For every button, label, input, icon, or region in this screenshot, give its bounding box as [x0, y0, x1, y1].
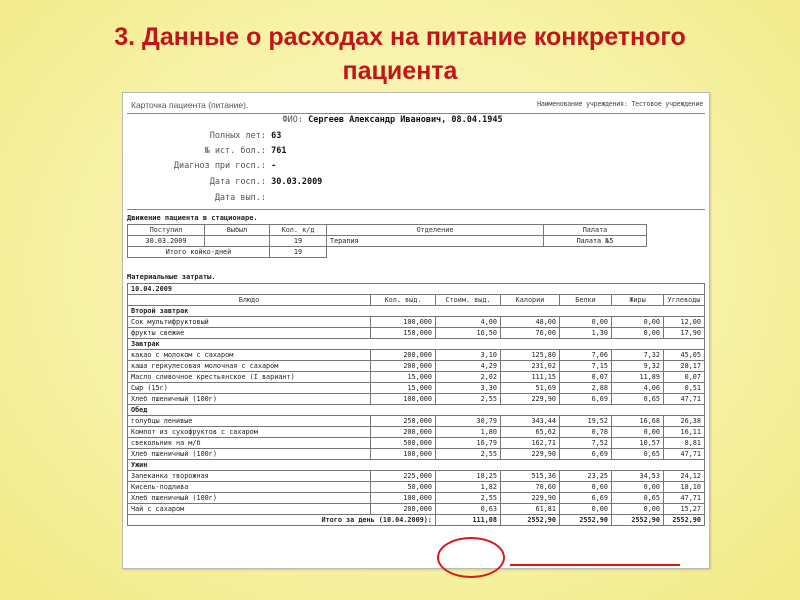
- col-header: Палата: [544, 225, 647, 236]
- cell: 0,51: [664, 383, 705, 394]
- table-row: [128, 449, 705, 460]
- total-cost: 111,08: [436, 515, 501, 526]
- institution-name: Наименование учреждения: Тестовое учреждение: [537, 100, 703, 108]
- cell: Масло сливочное крестьянское (I вариант): [128, 372, 371, 383]
- meal-group-row: [128, 306, 705, 317]
- divider: [127, 209, 705, 210]
- cell: 70,60: [501, 482, 560, 493]
- slide-title-line1: 3. Данные о расходах на питание конкретного: [114, 23, 686, 51]
- total-calories: 2552,90: [501, 515, 560, 526]
- cell: 15,27: [664, 504, 705, 515]
- cell: 17,90: [664, 328, 705, 339]
- movement-header-row: [128, 225, 647, 236]
- cell: 47,71: [664, 449, 705, 460]
- cell: 4,29: [436, 361, 501, 372]
- cell: 0,00: [612, 482, 664, 493]
- total-fats: 2552,90: [612, 515, 664, 526]
- field-history-number: [131, 146, 286, 156]
- cell: 28,17: [664, 361, 705, 372]
- field-discharge-date: [131, 193, 266, 203]
- fio-label: ФИО:: [282, 115, 303, 125]
- cell: 26,38: [664, 416, 705, 427]
- cell: 19: [270, 247, 327, 258]
- cell: Хлеб пшеничный (100г): [128, 493, 371, 504]
- col-header: Поступил: [128, 225, 205, 236]
- table-row: [128, 493, 705, 504]
- cell: 0,78: [560, 427, 612, 438]
- cell: 0,00: [612, 504, 664, 515]
- cell: 6,69: [560, 449, 612, 460]
- cell: 15,000: [371, 383, 436, 394]
- cell: каша геркулесовая молочная с сахаром: [128, 361, 371, 372]
- cell: Компот из сухофруктов с сахаром: [128, 427, 371, 438]
- cell: Кисель-подлива: [128, 482, 371, 493]
- col-header: Калории: [501, 295, 560, 306]
- hosp-date-value: 30.03.2009: [271, 177, 323, 187]
- table-row: [128, 504, 705, 515]
- table-row: [128, 328, 705, 339]
- cell: 1,30: [560, 328, 612, 339]
- cell: 30.03.2009: [128, 236, 205, 247]
- col-header: Жиры: [612, 295, 664, 306]
- col-header: Кол. к/д: [270, 225, 327, 236]
- cell: 100,000: [371, 394, 436, 405]
- cell: 3,30: [436, 383, 501, 394]
- total-cost-highlight-ellipse: [437, 537, 505, 578]
- cell: 4,00: [436, 317, 501, 328]
- daily-total-row: [128, 515, 705, 526]
- cell: 200,000: [371, 361, 436, 372]
- cell: Терапия: [327, 236, 544, 247]
- cell: Чай с сахаром: [128, 504, 371, 515]
- cell: 3,10: [436, 350, 501, 361]
- cell: 51,69: [501, 383, 560, 394]
- totals-underline: [510, 564, 680, 566]
- cell: 100,000: [371, 449, 436, 460]
- field-hosp-date: [131, 177, 322, 187]
- cell: 16,79: [436, 438, 501, 449]
- materials-date-row: [128, 284, 705, 295]
- cell: 47,71: [664, 493, 705, 504]
- meal-group-name: Обед: [128, 405, 705, 416]
- cell: 515,36: [501, 471, 560, 482]
- meal-group-row: [128, 339, 705, 350]
- cell: 0,00: [560, 504, 612, 515]
- cell: 0,00: [560, 317, 612, 328]
- history-label: № ист. бол.:: [204, 146, 266, 156]
- cell: 61,81: [501, 504, 560, 515]
- cell: 2,55: [436, 493, 501, 504]
- cell: [205, 236, 270, 247]
- cell: 50,000: [371, 482, 436, 493]
- cell: 200,000: [371, 427, 436, 438]
- cell: 30,79: [436, 416, 501, 427]
- cell: 0,07: [560, 372, 612, 383]
- col-header: Блюдо: [128, 295, 371, 306]
- cell: голубцы ленивые: [128, 416, 371, 427]
- col-header: Кол. выд.: [371, 295, 436, 306]
- field-fio: [131, 115, 503, 125]
- cell: 100,000: [371, 317, 436, 328]
- cell: Итого койко-дней: [128, 247, 270, 258]
- daily-total-label: Итого за день (10.04.2009):: [128, 515, 436, 526]
- cell: 200,000: [371, 504, 436, 515]
- cell: 229,90: [501, 449, 560, 460]
- cell: 7,15: [560, 361, 612, 372]
- cell: 12,00: [664, 317, 705, 328]
- cell: 2,02: [436, 372, 501, 383]
- table-row: [128, 317, 705, 328]
- cell: 8,81: [664, 438, 705, 449]
- table-row: [128, 372, 705, 383]
- cell: 100,000: [371, 493, 436, 504]
- cell: 231,02: [501, 361, 560, 372]
- slide-title: [0, 20, 800, 88]
- cell: 2,55: [436, 449, 501, 460]
- cell: 250,000: [371, 416, 436, 427]
- divider: [127, 113, 705, 114]
- cell: 18,10: [664, 482, 705, 493]
- meal-group-name: Ужин: [128, 460, 705, 471]
- cell: 0,65: [612, 449, 664, 460]
- cell: 0,65: [612, 394, 664, 405]
- cell: 11,89: [612, 372, 664, 383]
- cell: Запеканка творожная: [128, 471, 371, 482]
- col-header: Выбыл: [205, 225, 270, 236]
- cell: 7,06: [560, 350, 612, 361]
- cell: 125,80: [501, 350, 560, 361]
- cell: 0,07: [664, 372, 705, 383]
- cell: 500,000: [371, 438, 436, 449]
- slide-title-line2: пациента: [342, 57, 458, 85]
- field-diagnosis: [131, 161, 276, 171]
- cell: 6,69: [560, 394, 612, 405]
- cell: 34,53: [612, 471, 664, 482]
- table-row: [128, 383, 705, 394]
- hosp-date-label: Дата госп.:: [209, 177, 266, 187]
- cell: 23,25: [560, 471, 612, 482]
- table-row: [128, 482, 705, 493]
- cell: 10,57: [612, 438, 664, 449]
- cell: 4,06: [612, 383, 664, 394]
- cell: 0,65: [612, 493, 664, 504]
- cell: 9,32: [612, 361, 664, 372]
- cell: 225,000: [371, 471, 436, 482]
- cell: 65,62: [501, 427, 560, 438]
- movement-table: [127, 224, 647, 258]
- cell: 6,69: [560, 493, 612, 504]
- cell: 16,68: [612, 416, 664, 427]
- movement-total-row: [128, 247, 647, 258]
- materials-date: 10.04.2009: [128, 284, 705, 295]
- cell: 19,52: [560, 416, 612, 427]
- col-header: Отделение: [327, 225, 544, 236]
- diagnosis-value: -: [271, 161, 277, 171]
- cell: 2,88: [560, 383, 612, 394]
- table-row: [128, 350, 705, 361]
- cell: Палата №5: [544, 236, 647, 247]
- table-row: [128, 427, 705, 438]
- cell: 162,71: [501, 438, 560, 449]
- cell: 16,11: [664, 427, 705, 438]
- meal-group-name: Второй завтрак: [128, 306, 705, 317]
- materials-section-title: Материальные затраты.: [127, 273, 216, 281]
- materials-table: [127, 283, 705, 526]
- cell: фрукты свежие: [128, 328, 371, 339]
- cell: 47,71: [664, 394, 705, 405]
- col-header: Белки: [560, 295, 612, 306]
- movement-section-title: Движение пациента в стационаре.: [127, 214, 258, 222]
- cell: 7,32: [612, 350, 664, 361]
- cell: 150,000: [371, 328, 436, 339]
- cell: 1,82: [436, 482, 501, 493]
- cell: 16,50: [436, 328, 501, 339]
- cell: 0,63: [436, 504, 501, 515]
- cell: 15,000: [371, 372, 436, 383]
- table-row: [128, 471, 705, 482]
- movement-row: [128, 236, 647, 247]
- cell: 229,90: [501, 493, 560, 504]
- cell: Сыр (15г): [128, 383, 371, 394]
- table-row: [128, 394, 705, 405]
- table-row: [128, 416, 705, 427]
- patient-card-document: [122, 92, 710, 569]
- cell: какао с молоком с сахаром: [128, 350, 371, 361]
- cell: Хлеб пшеничный (100г): [128, 394, 371, 405]
- table-row: [128, 361, 705, 372]
- age-label: Полных лет:: [209, 131, 266, 141]
- cell: 0,00: [612, 328, 664, 339]
- cell: 24,12: [664, 471, 705, 482]
- cell: свекольник на м/б: [128, 438, 371, 449]
- cell: 18,25: [436, 471, 501, 482]
- col-header: Углеводы: [664, 295, 705, 306]
- total-proteins: 2552,90: [560, 515, 612, 526]
- col-header: Стоим. выд.: [436, 295, 501, 306]
- cell: 48,00: [501, 317, 560, 328]
- table-row: [128, 438, 705, 449]
- diagnosis-label: Диагноз при госп.:: [173, 161, 266, 171]
- card-header-title: Карточка пациента (питание).: [131, 100, 249, 110]
- cell: 111,15: [501, 372, 560, 383]
- total-carbs: 2552,90: [664, 515, 705, 526]
- cell: Хлеб пшеничный (100г): [128, 449, 371, 460]
- age-value: 63: [271, 131, 282, 141]
- field-age: [131, 131, 281, 141]
- cell: 19: [270, 236, 327, 247]
- cell: 0,00: [612, 427, 664, 438]
- cell: 229,90: [501, 394, 560, 405]
- cell: 0,60: [560, 482, 612, 493]
- cell: 7,52: [560, 438, 612, 449]
- cell: Сок мультифруктовый: [128, 317, 371, 328]
- meal-group-name: Завтрак: [128, 339, 705, 350]
- history-value: 761: [271, 146, 287, 156]
- cell: 2,55: [436, 394, 501, 405]
- discharge-date-label: Дата вып.:: [214, 193, 266, 203]
- meal-group-row: [128, 460, 705, 471]
- meal-group-row: [128, 405, 705, 416]
- fio-value: Сергеев Александр Иванович, 08.04.1945: [308, 115, 503, 125]
- cell: 0,00: [612, 317, 664, 328]
- cell: 1,80: [436, 427, 501, 438]
- materials-header-row: [128, 295, 705, 306]
- cell: 200,000: [371, 350, 436, 361]
- cell: 76,00: [501, 328, 560, 339]
- cell: 343,44: [501, 416, 560, 427]
- cell: 45,05: [664, 350, 705, 361]
